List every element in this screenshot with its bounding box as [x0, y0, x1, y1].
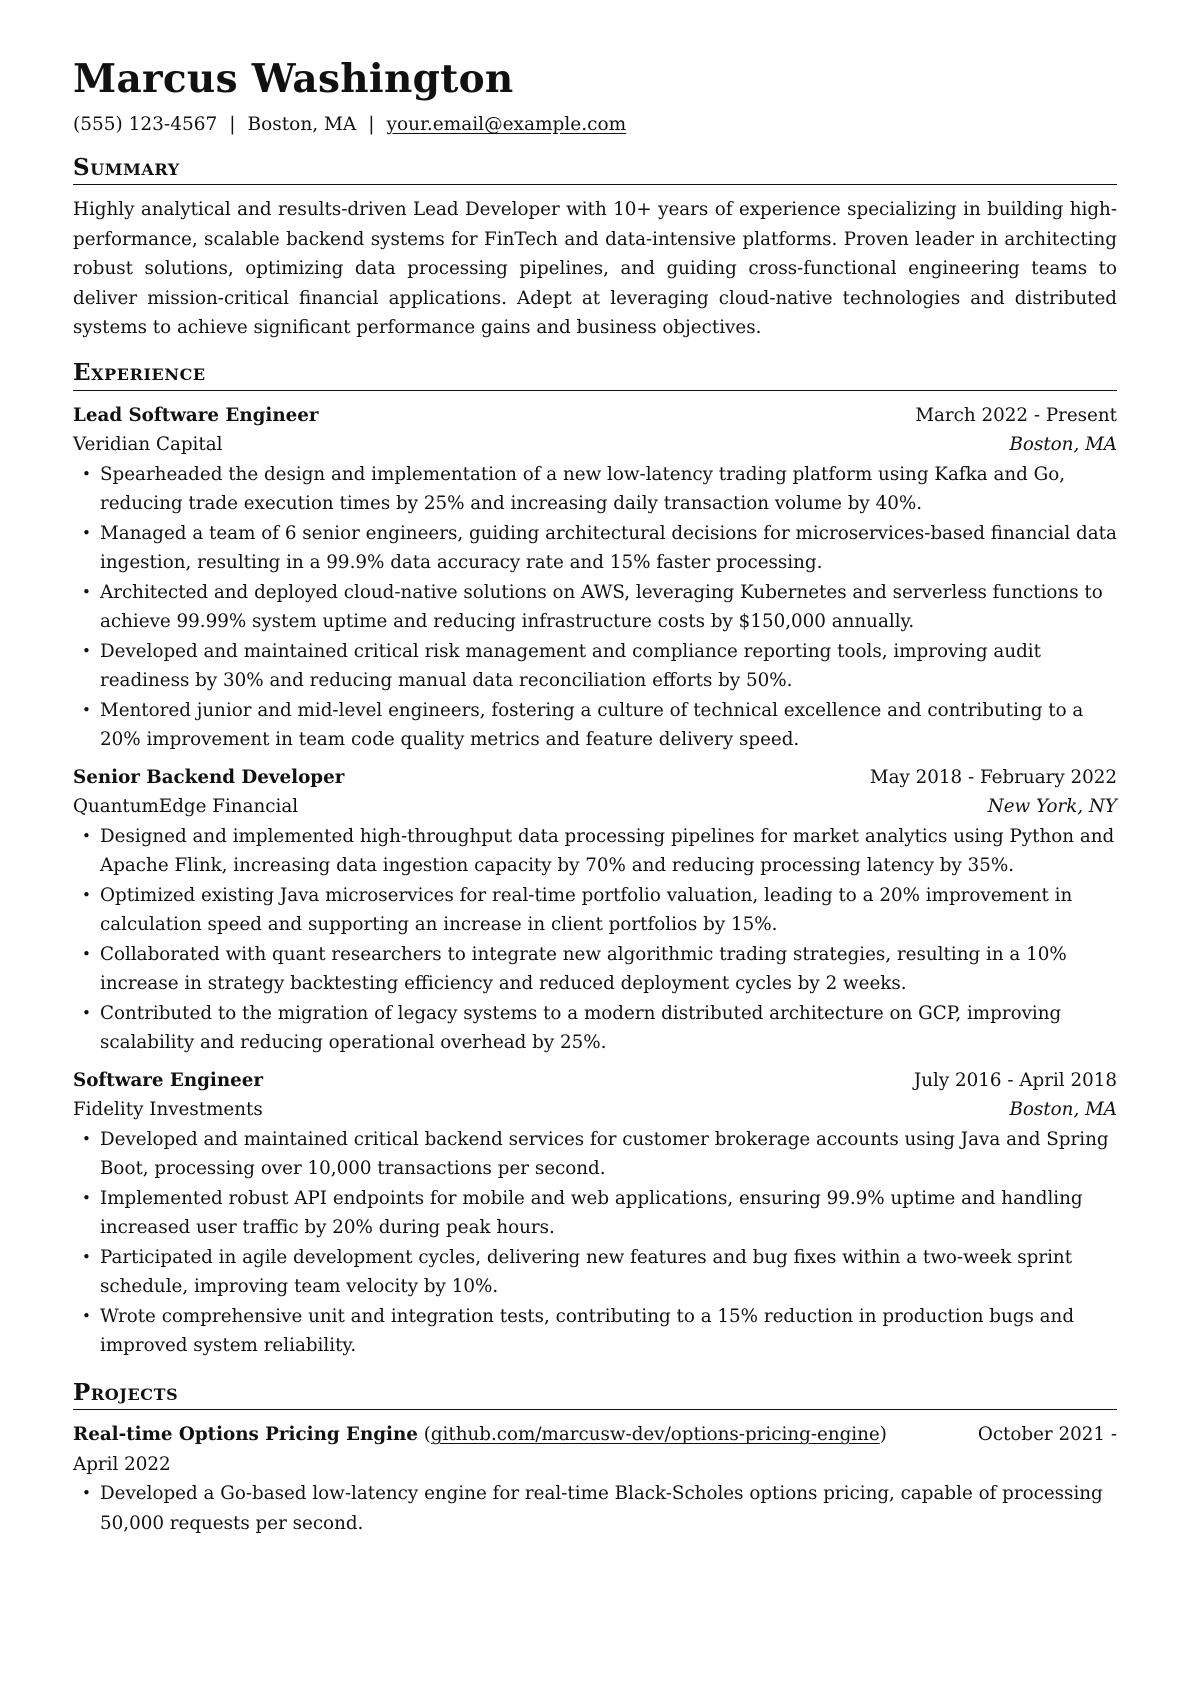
bullet-text: Managed a team of 6 senior engineers, guiding architectural decisions for microservices-based financial data ingestion, resulting in a 99.9% data accuracy rate and 15% faster processing.: [100, 522, 1117, 574]
project-link[interactable]: github.com/marcusw-dev/options-pricing-engine: [430, 1424, 880, 1446]
bullet-list: [73, 1125, 1117, 1361]
experience-company-row: [73, 430, 1117, 460]
company-name: Fidelity Investments: [73, 1099, 263, 1121]
bullet-text: Collaborated with quant researchers to integrate new algorithmic trading strategies, resulting in a 10% increase in strategy backtesting efficiency and reduced deployment cycles by 2 weeks.: [100, 943, 1067, 995]
project-dates-end: April 2022: [73, 1453, 171, 1475]
bullet-text: Contributed to the migration of legacy systems to a modern distributed architecture on GCP, improving scalability and reducing operational overhead by 25%.: [100, 1002, 1062, 1054]
experience-header-row: [73, 401, 1117, 431]
bullet-icon: •: [82, 1306, 91, 1325]
job-location: Boston, MA: [1009, 434, 1117, 456]
bullet-item: [73, 1479, 1117, 1538]
bullet-item: [73, 1302, 1117, 1361]
bullet-item: [73, 696, 1117, 755]
bullet-text: Architected and deployed cloud-native solutions on AWS, leveraging Kubernetes and serverless functions to achieve 99.99% system uptime and reducing infrastructure costs by $150,000 annually.: [100, 581, 1103, 633]
contact-separator: |: [229, 113, 236, 135]
job-dates: May 2018 - February 2022: [869, 766, 1117, 788]
project-name: Real-time Options Pricing Engine: [73, 1424, 418, 1446]
bullet-icon: •: [82, 641, 91, 660]
email-link[interactable]: your.email@example.com: [386, 113, 627, 135]
bullet-icon: •: [82, 464, 91, 483]
job-dates: March 2022 - Present: [915, 404, 1117, 426]
bullet-item: [73, 460, 1117, 519]
bullet-icon: •: [82, 826, 91, 845]
experience-list: [73, 401, 1117, 1361]
bullet-icon: •: [82, 1484, 91, 1503]
project-entry: [73, 1420, 1117, 1538]
project-dates-start: October 2021 -: [977, 1424, 1117, 1446]
summary-heading: Summary: [73, 154, 1117, 186]
bullet-icon: •: [82, 1188, 91, 1207]
bullet-item: [73, 519, 1117, 578]
bullet-icon: •: [82, 582, 91, 601]
bullet-item: [73, 999, 1117, 1058]
bullet-item: [73, 940, 1117, 999]
bullet-item: [73, 578, 1117, 637]
company-name: QuantumEdge Financial: [73, 796, 299, 818]
candidate-name: Marcus Washington: [73, 56, 514, 102]
bullet-text: Wrote comprehensive unit and integration tests, contributing to a 15% reduction in production bugs and improved system reliability.: [100, 1305, 1075, 1357]
job-dates: July 2016 - April 2018: [913, 1069, 1117, 1091]
location: Boston, MA: [247, 113, 357, 135]
experience-company-row: [73, 792, 1117, 822]
bullet-item: [73, 881, 1117, 940]
bullet-list: [73, 1479, 1117, 1538]
contact-line: [73, 112, 1117, 138]
bullet-text: Participated in agile development cycles, delivering new features and bug fixes within a two-week sprint schedule, improving team velocity by 10%.: [100, 1246, 1073, 1298]
bullet-list: [73, 822, 1117, 1058]
job-title: Senior Backend Developer: [73, 766, 345, 788]
project-header: Real-time Options Pricing Engine (github.com/marcusw-dev/options-pricing-engine) October 2021 - April 2022: [73, 1420, 1117, 1479]
experience-header-row: [73, 1066, 1117, 1096]
summary-text: Highly analytical and results-driven Lead Developer with 10+ years of experience specializing in building high-performance, scalable backend systems for FinTech and data-intensive platforms. Proven leader in architecting robust solutions, optimizing data processing pipelines, and guiding cross-functional engineering teams to deliver mission-critical financial applications. Adept at leveraging cloud-native technologies and distributed systems to achieve significant performance gains and business objectives.: [73, 199, 1117, 339]
bullet-text: Developed a Go-based low-latency engine for real-time Black-Scholes options pricing, capable of processing 50,000 requests per second.: [100, 1483, 1103, 1534]
bullet-list: [73, 460, 1117, 755]
bullet-icon: •: [82, 523, 91, 542]
bullet-icon: •: [82, 1129, 91, 1148]
bullet-text: Developed and maintained critical risk management and compliance reporting tools, improving audit readiness by 30% and reducing manual data reconciliation efforts by 50%.: [100, 640, 1041, 692]
job-location: New York, NY: [987, 796, 1117, 818]
bullet-text: Developed and maintained critical backend services for customer brokerage accounts using Java and Spring Boot, processing over 10,000 transactions per second.: [100, 1128, 1109, 1180]
bullet-icon: •: [82, 944, 91, 963]
job-title: Software Engineer: [73, 1069, 264, 1091]
experience-header-row: [73, 763, 1117, 793]
bullet-item: [73, 1125, 1117, 1184]
bullet-icon: •: [82, 1003, 91, 1022]
job-title: Lead Software Engineer: [73, 404, 319, 426]
bullet-item: [73, 1184, 1117, 1243]
bullet-text: Optimized existing Java microservices for real-time portfolio valuation, leading to a 20% improvement in calculation speed and supporting an increase in client portfolios by 15%.: [100, 884, 1073, 936]
company-name: Veridian Capital: [73, 434, 223, 456]
bullet-item: [73, 1243, 1117, 1302]
projects-list: [73, 1420, 1117, 1538]
bullet-text: Spearheaded the design and implementation of a new low-latency trading platform using Kafka and Go, reducing trade execution times by 25% and increasing daily transaction volume by 40%.: [100, 463, 1066, 515]
bullet-item: [73, 637, 1117, 696]
bullet-item: [73, 822, 1117, 881]
bullet-text: Implemented robust API endpoints for mobile and web applications, ensuring 99.9% uptime and handling increased user traffic by 20% during peak hours.: [100, 1187, 1083, 1239]
projects-heading: Projects: [73, 1379, 1117, 1411]
experience-heading: Experience: [73, 359, 1117, 391]
bullet-icon: •: [82, 1247, 91, 1266]
bullet-icon: •: [82, 700, 91, 719]
phone-number: (555) 123-4567: [73, 113, 218, 135]
job-location: Boston, MA: [1009, 1099, 1117, 1121]
bullet-text: Designed and implemented high-throughput data processing pipelines for market analytics using Python and Apache Flink, increasing data ingestion capacity by 70% and reducing processing latency by 35%.: [100, 825, 1115, 877]
experience-entry: [73, 763, 1117, 1058]
contact-separator: |: [368, 113, 375, 135]
experience-company-row: [73, 1095, 1117, 1125]
experience-entry: [73, 1066, 1117, 1361]
bullet-text: Mentored junior and mid-level engineers, fostering a culture of technical excellence and contributing to a 20% improvement in team code quality metrics and feature delivery speed.: [100, 699, 1084, 751]
experience-entry: [73, 401, 1117, 755]
bullet-icon: •: [82, 885, 91, 904]
